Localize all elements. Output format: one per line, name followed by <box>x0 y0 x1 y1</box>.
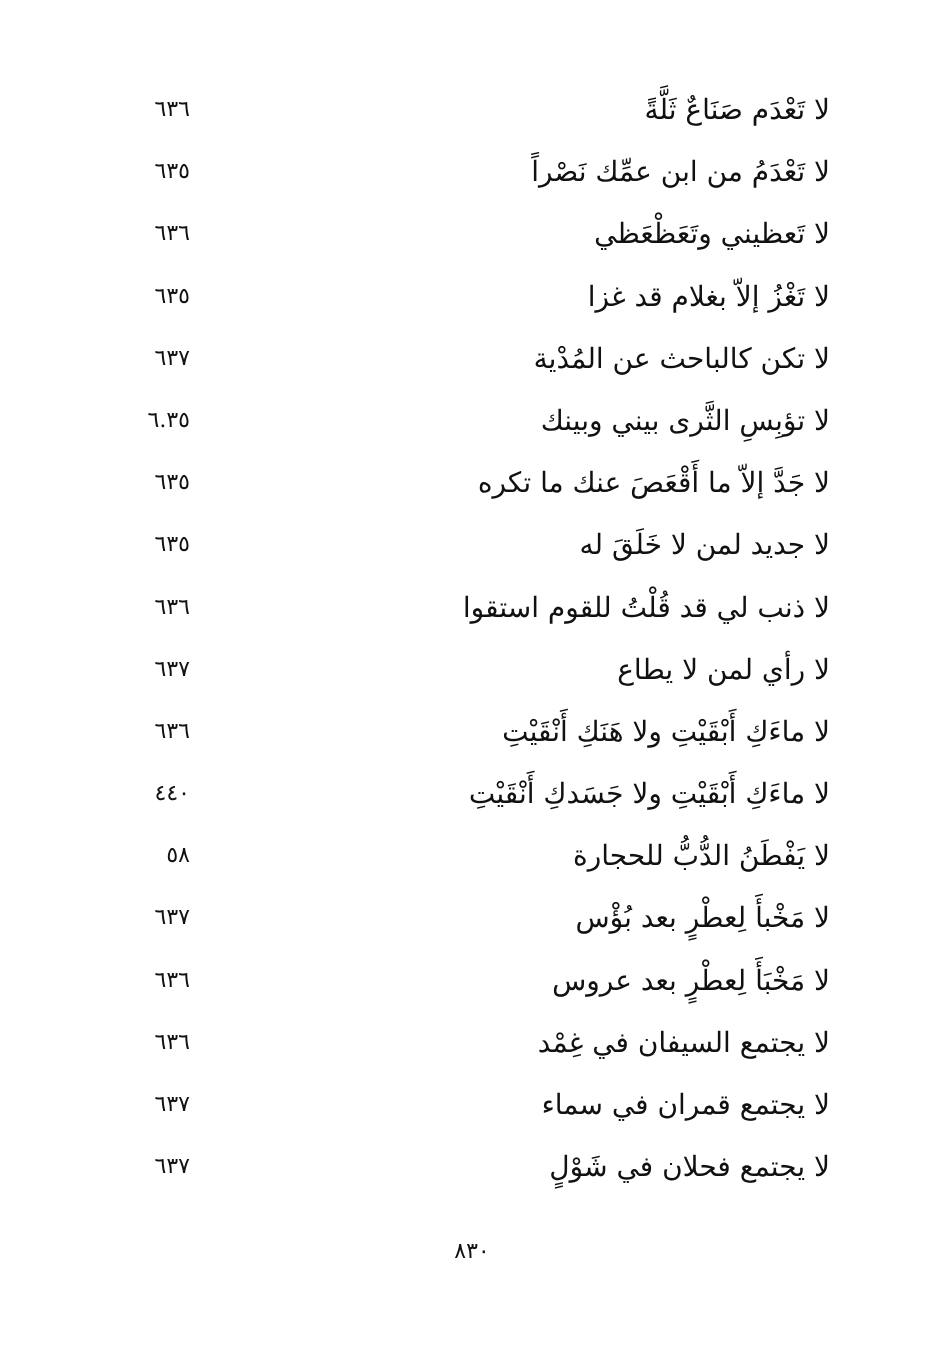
proverb-text: لا ماءَكِ أَبْقَيْتِ ولا هَنَكِ أَنْقَيْتِ <box>502 714 830 748</box>
page-reference: ٦٣٧ <box>154 345 190 371</box>
page-reference: ٦٣٦ <box>154 594 190 620</box>
proverb-text: لا تؤبِسِ الثَّرى بيني وبينك <box>540 403 830 437</box>
index-entry <box>0 1073 945 1135</box>
proverb-text: لا ماءَكِ أَبْقَيْتِ ولا جَسَدكِ أَنْقَيْتِ <box>468 777 830 811</box>
index-entry <box>0 638 945 700</box>
index-entry <box>0 1135 945 1197</box>
page-reference: ٦٣٦ <box>154 221 190 247</box>
page-reference: ٦٣٦ <box>154 1029 190 1055</box>
index-entry <box>0 824 945 886</box>
index-entry <box>0 1011 945 1073</box>
proverb-text: لا تَعظيني وتَعَظْعَظي <box>594 217 830 251</box>
proverb-text: لا رأي لمن لا يطاع <box>617 652 830 686</box>
index-entry <box>0 389 945 451</box>
page-reference: ٥٨ <box>166 843 190 869</box>
page-reference: ٦٣٧ <box>154 1092 190 1117</box>
index-entry <box>0 265 945 327</box>
proverb-text: لا يجتمع السيفان في غِمْد <box>537 1025 830 1059</box>
page-number: ٨٣٠ <box>454 1239 490 1264</box>
index-entry <box>0 949 945 1011</box>
proverb-text: لا يَفْطَنُ الدُّبُّ للحجارة <box>573 839 830 873</box>
page-reference: ٦٣٧ <box>154 905 190 931</box>
index-entry <box>0 78 945 140</box>
page-reference: ٤٤٠ <box>154 781 190 807</box>
proverb-text: لا تكن كالباحث عن المُدْية <box>533 341 830 375</box>
page-reference: ٦٣٧ <box>154 1154 190 1180</box>
page-reference: ٦٣٥ <box>154 159 190 185</box>
page-reference: ٦٣٥ <box>154 532 190 558</box>
proverb-index-list <box>0 78 945 1197</box>
page-reference: ٦٣٦ <box>154 967 190 993</box>
index-entry <box>0 886 945 948</box>
proverb-text: لا تَعْدَمُ من ابن عمِّك نَصْراً <box>531 155 830 189</box>
index-entry <box>0 451 945 513</box>
page-reference: ٦٣٦ <box>154 718 190 744</box>
index-entry <box>0 513 945 575</box>
proverb-text: لا ذنب لي قد قُلْتُ للقوم استقوا <box>462 590 830 624</box>
proverb-text: لا مَخْبأَ لِعطْرٍ بعد بُؤْس <box>575 901 830 935</box>
page-reference: ٦٣٧ <box>154 656 190 682</box>
index-entry <box>0 327 945 389</box>
proverb-text: لا مَخْبَأَ لِعطْرٍ بعد عروس <box>552 963 830 997</box>
index-entry <box>0 202 945 264</box>
index-entry <box>0 140 945 202</box>
proverb-text: لا جَدَّ إلاّ ما أَقْعَصَ عنك ما تكره <box>477 466 830 500</box>
proverb-text: لا تَغْزُ إلاّ بغلام قد غزا <box>587 279 830 313</box>
page-reference: ٦٣٥ <box>154 470 190 496</box>
page-reference: ٦٣٥ <box>154 283 190 309</box>
proverb-text: لا جديد لمن لا خَلَقَ له <box>579 528 830 562</box>
proverb-text: لا يجتمع قمران في سماء <box>541 1088 830 1121</box>
index-entry <box>0 762 945 824</box>
proverb-text: لا تَعْدَم صَنَاعٌ ثَلَّةً <box>644 93 830 126</box>
proverb-text: لا يجتمع فحلان في شَوْلٍ <box>549 1150 830 1184</box>
page-reference: ٦٣٦ <box>154 97 190 122</box>
page-reference: ٦.٣٥ <box>147 407 190 433</box>
index-entry <box>0 576 945 638</box>
index-entry <box>0 700 945 762</box>
